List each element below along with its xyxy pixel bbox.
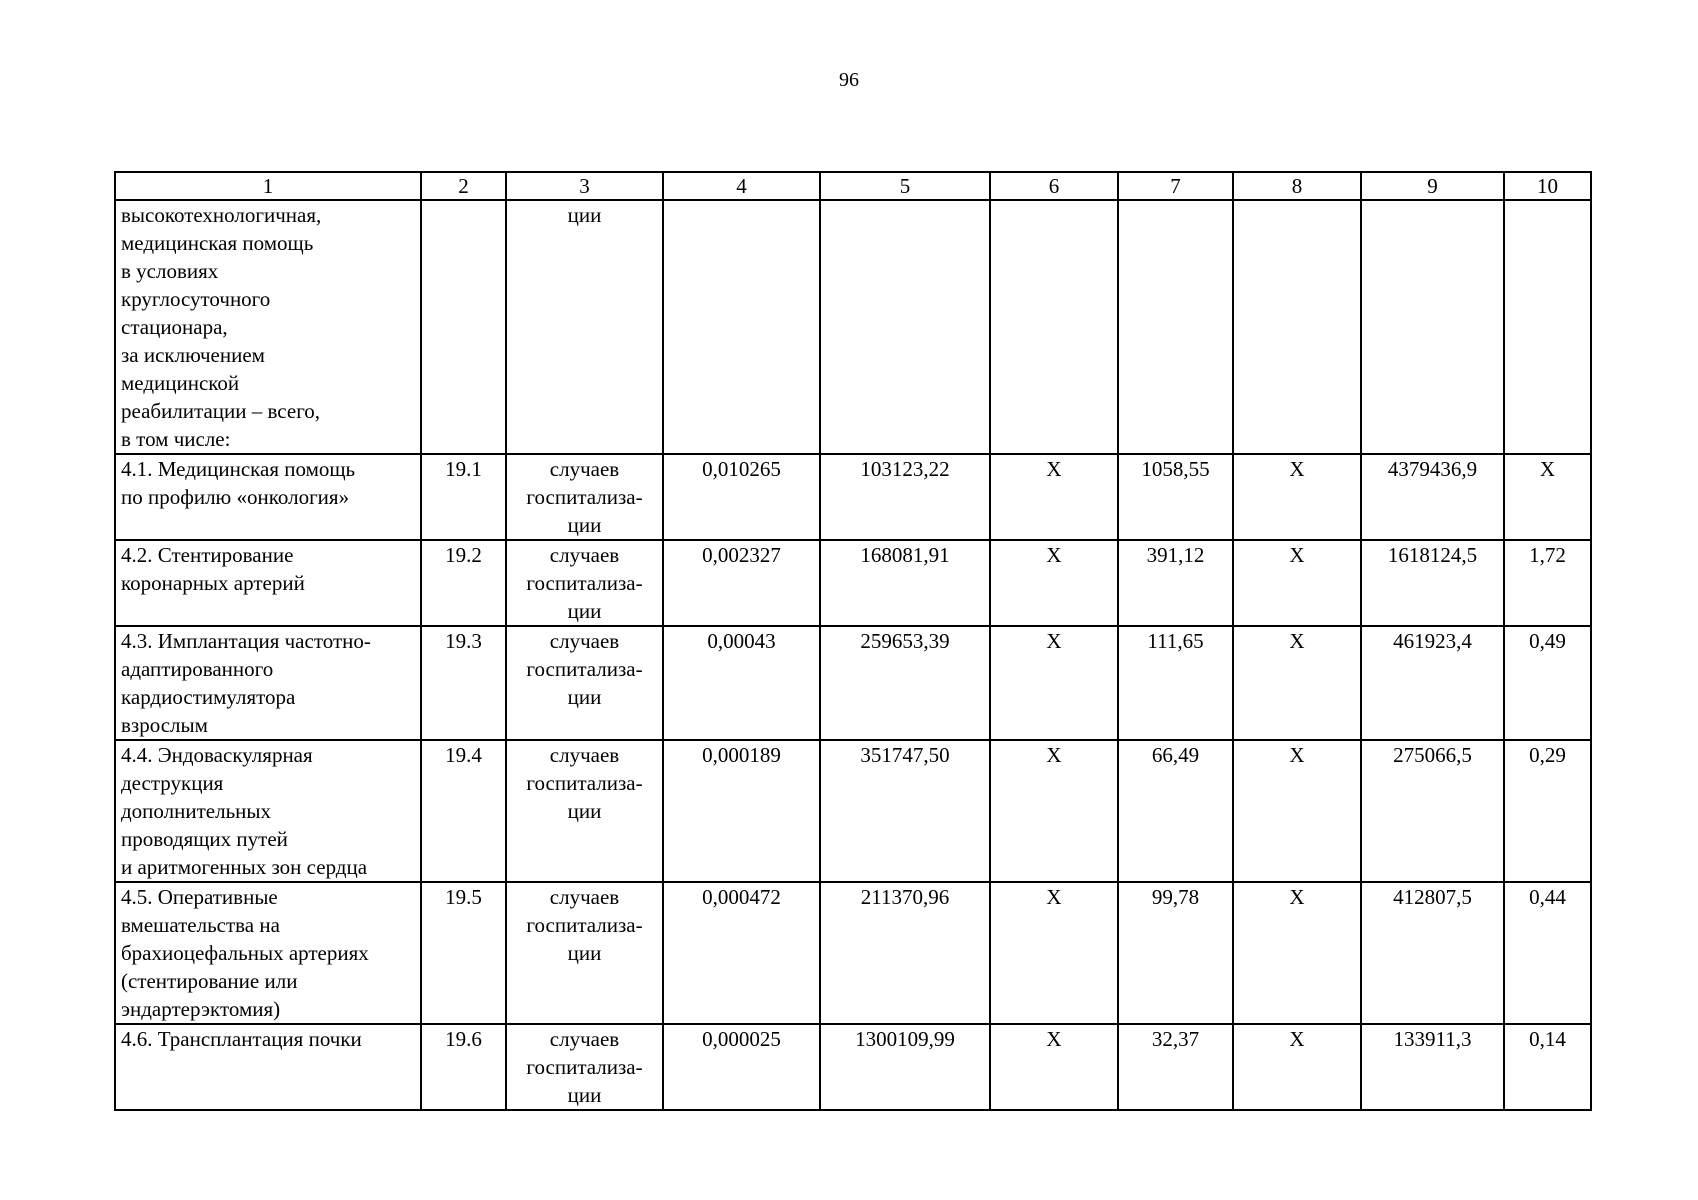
header-cell: 2 [421,172,506,200]
row-value-cell: 412807,5 [1361,882,1504,1024]
row-value-cell: 259653,39 [820,626,990,740]
header-cell: 9 [1361,172,1504,200]
row-code-cell [421,200,506,454]
row-code-cell: 19.2 [421,540,506,626]
row-name-cell: 4.4. Эндоваскулярная деструкция дополнительных проводящих путей и аритмогенных зон сердца [115,740,421,882]
row-value-cell: 66,49 [1118,740,1233,882]
row-code-cell: 19.5 [421,882,506,1024]
row-value-cell: 391,12 [1118,540,1233,626]
row-unit-cell: случаев госпитализа- ции [506,740,663,882]
row-value-cell: 1,72 [1504,540,1591,626]
row-name-cell: 4.6. Трансплантация почки [115,1024,421,1110]
row-unit-cell: случаев госпитализа- ции [506,540,663,626]
row-value-cell: Х [990,882,1118,1024]
row-value-cell: 32,37 [1118,1024,1233,1110]
row-value-cell: 0,44 [1504,882,1591,1024]
header-cell: 5 [820,172,990,200]
row-value-cell: 1300109,99 [820,1024,990,1110]
row-value-cell: 461923,4 [1361,626,1504,740]
row-value-cell: Х [1233,1024,1361,1110]
row-code-cell: 19.6 [421,1024,506,1110]
row-value-cell: 351747,50 [820,740,990,882]
table-row [115,740,1591,882]
row-value-cell: Х [990,454,1118,540]
row-value-cell: 0,010265 [663,454,820,540]
row-name-cell: 4.1. Медицинская помощь по профилю «онкология» [115,454,421,540]
row-value-cell: 111,65 [1118,626,1233,740]
header-cell: 8 [1233,172,1361,200]
row-value-cell [820,200,990,454]
row-unit-cell: случаев госпитализа- ции [506,882,663,1024]
row-value-cell [1504,200,1591,454]
row-value-cell: Х [1233,626,1361,740]
row-value-cell: Х [1233,454,1361,540]
row-value-cell: Х [990,740,1118,882]
header-row [115,172,1591,200]
row-name-cell: 4.5. Оперативные вмешательства на брахиоцефальных артериях (стентирование или эндартерэктомия) [115,882,421,1024]
row-code-cell: 19.1 [421,454,506,540]
row-value-cell: 0,000025 [663,1024,820,1110]
row-name-cell: высокотехнологичная, медицинская помощь в условиях круглосуточного стационара, за исключением медицинской реабилитации – всего, в том числе: [115,200,421,454]
page-number: 96 [839,69,859,91]
row-value-cell: Х [1233,540,1361,626]
row-value-cell: 133911,3 [1361,1024,1504,1110]
row-name-cell: 4.3. Имплантация частотно- адаптированного кардиостимулятора взрослым [115,626,421,740]
row-value-cell [1118,200,1233,454]
row-code-cell: 19.4 [421,740,506,882]
header-cell: 7 [1118,172,1233,200]
row-value-cell: Х [1233,740,1361,882]
row-unit-cell: случаев госпитализа- ции [506,626,663,740]
header-cell: 10 [1504,172,1591,200]
row-value-cell [1361,200,1504,454]
row-value-cell: 0,14 [1504,1024,1591,1110]
table-row [115,882,1591,1024]
header-cell: 1 [115,172,421,200]
row-value-cell: 0,29 [1504,740,1591,882]
data-table [114,171,1592,1111]
row-unit-cell: случаев госпитализа- ции [506,1024,663,1110]
table-row [115,540,1591,626]
row-value-cell: 0,002327 [663,540,820,626]
row-value-cell: 4379436,9 [1361,454,1504,540]
row-value-cell: 168081,91 [820,540,990,626]
row-value-cell: 0,00043 [663,626,820,740]
row-unit-cell: ции [506,200,663,454]
row-value-cell: 103123,22 [820,454,990,540]
table-row [115,626,1591,740]
table-row [115,454,1591,540]
header-cell: 4 [663,172,820,200]
row-name-cell: 4.2. Стентирование коронарных артерий [115,540,421,626]
row-value-cell [990,200,1118,454]
row-value-cell: 0,000189 [663,740,820,882]
row-value-cell: Х [990,626,1118,740]
row-value-cell: 99,78 [1118,882,1233,1024]
row-value-cell: Х [990,1024,1118,1110]
row-value-cell: Х [1233,882,1361,1024]
row-value-cell: 211370,96 [820,882,990,1024]
header-cell: 6 [990,172,1118,200]
row-value-cell: 0,000472 [663,882,820,1024]
table-row [115,200,1591,454]
table-row [115,1024,1591,1110]
row-code-cell: 19.3 [421,626,506,740]
row-value-cell: 1618124,5 [1361,540,1504,626]
row-value-cell: 1058,55 [1118,454,1233,540]
row-value-cell: 0,49 [1504,626,1591,740]
row-unit-cell: случаев госпитализа- ции [506,454,663,540]
row-value-cell: 275066,5 [1361,740,1504,882]
row-value-cell: Х [990,540,1118,626]
header-cell: 3 [506,172,663,200]
row-value-cell [1233,200,1361,454]
row-value-cell [663,200,820,454]
row-value-cell: Х [1504,454,1591,540]
